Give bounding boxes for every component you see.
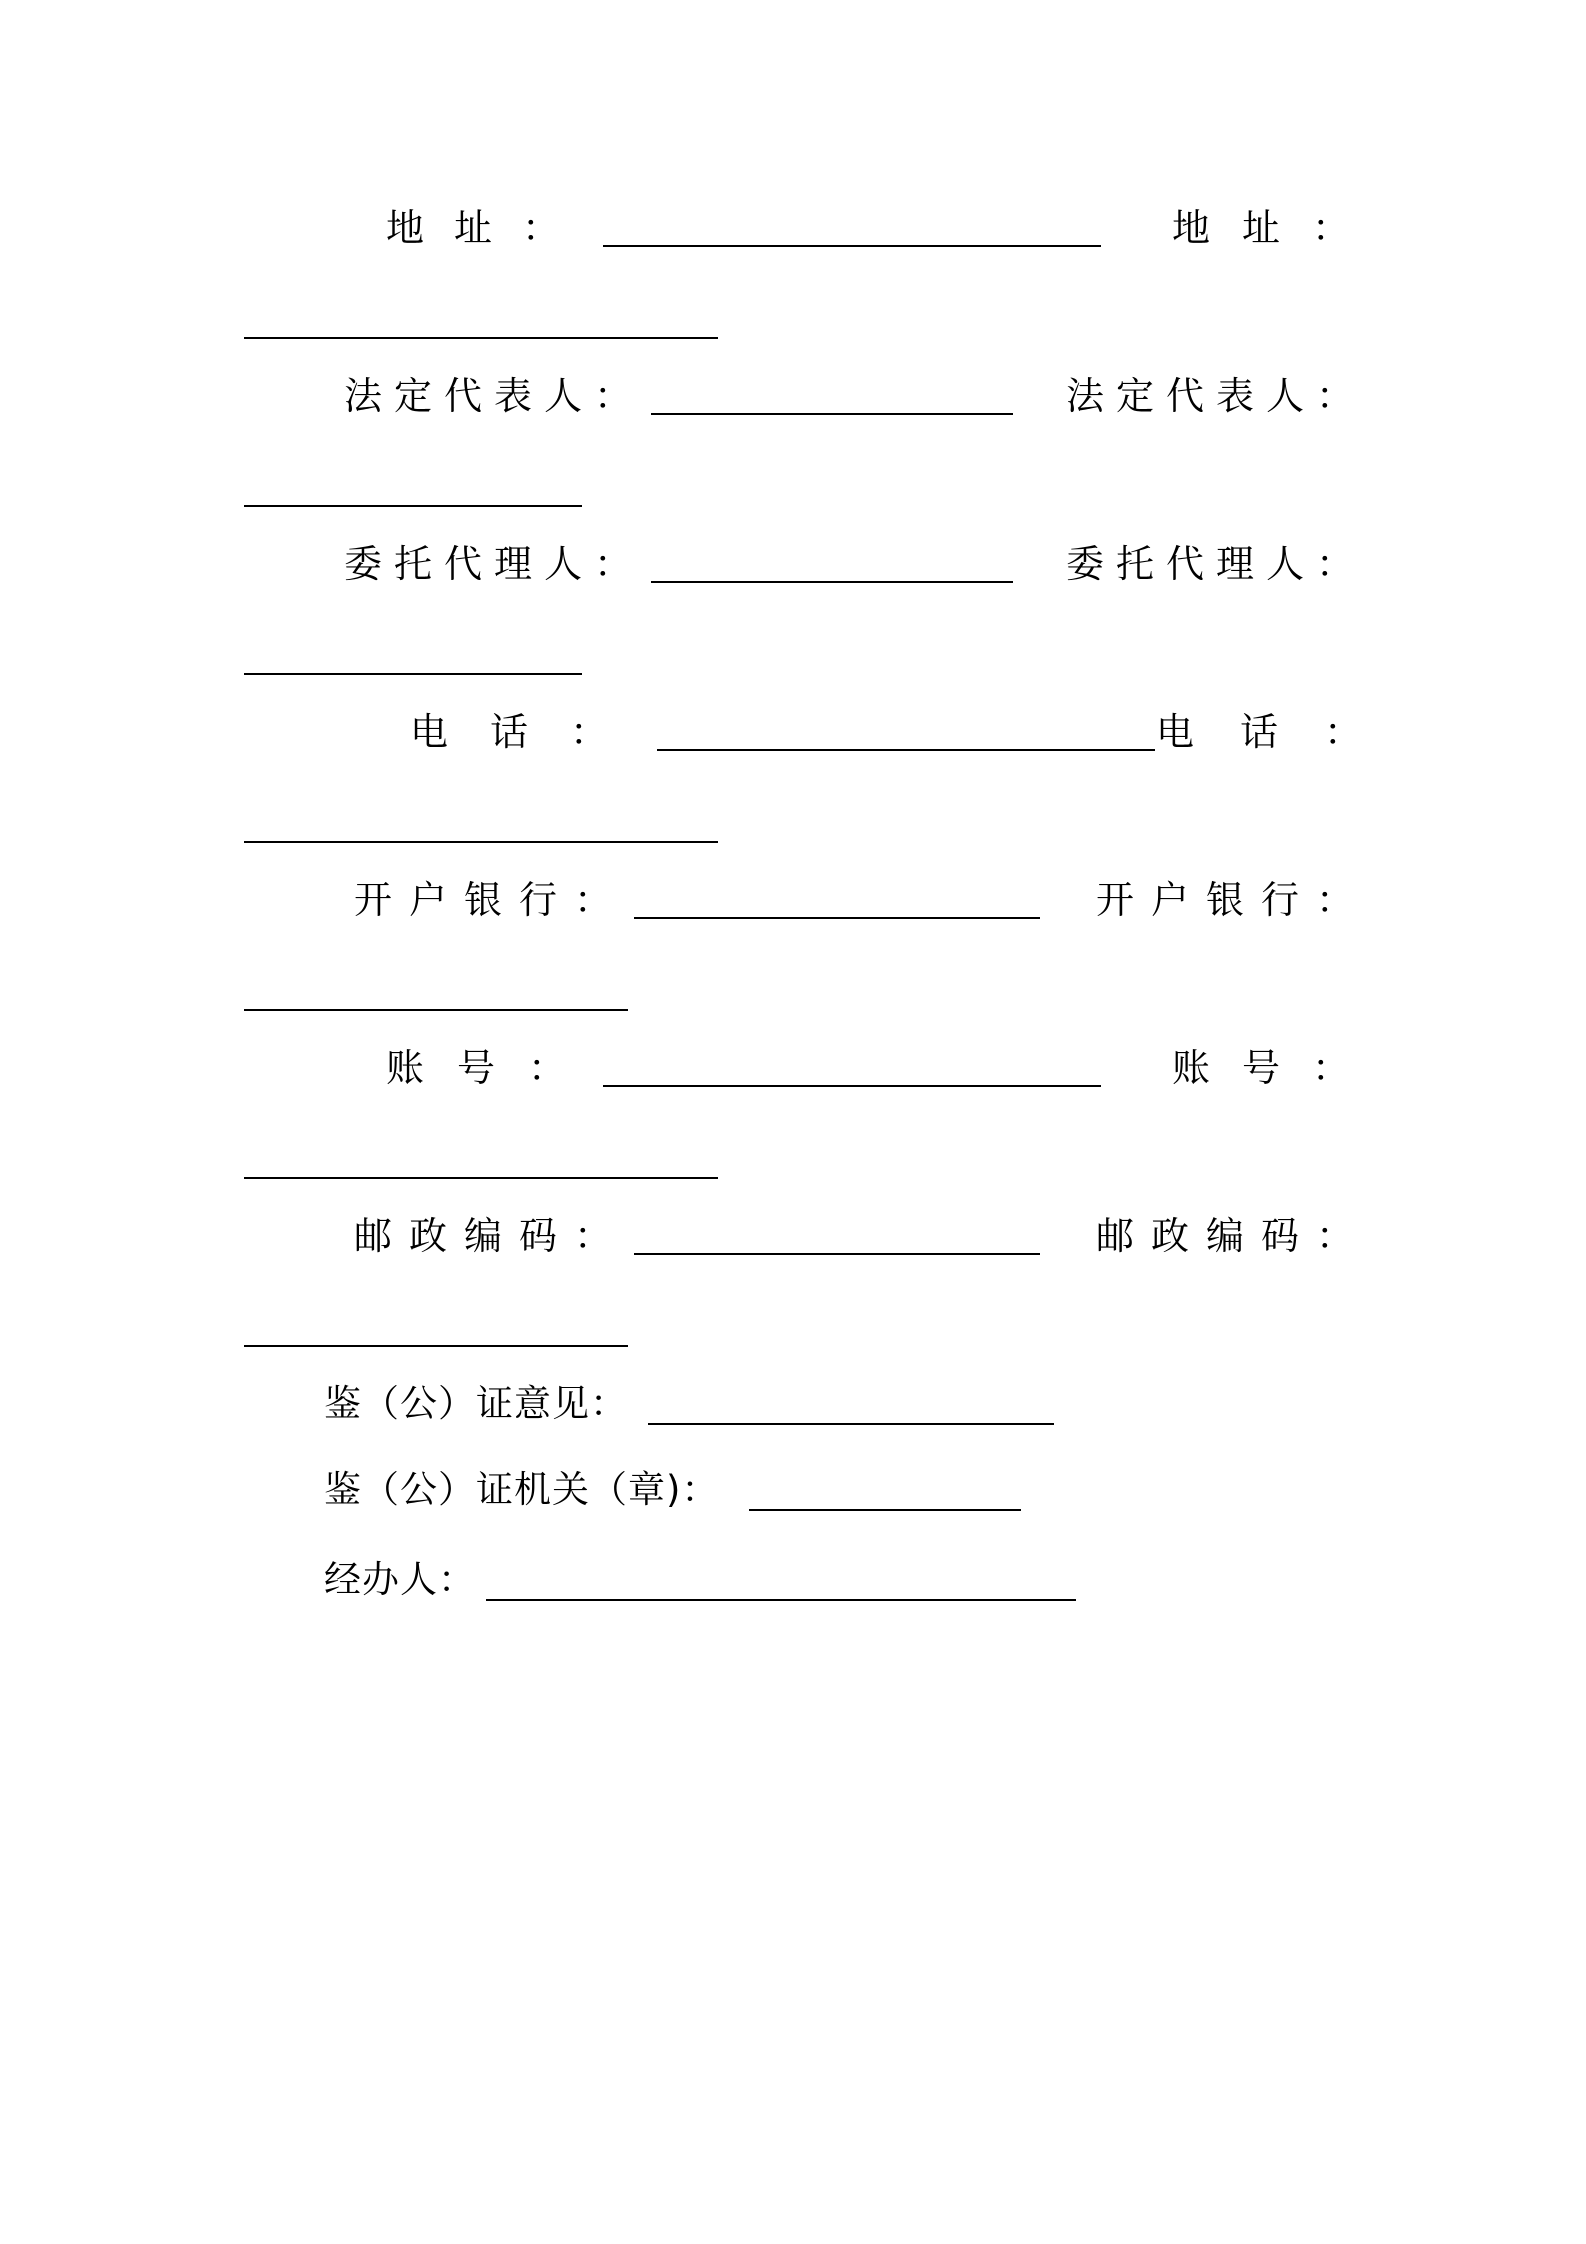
party-b-bank-label: 开户银行： <box>1096 878 1372 922</box>
party-a-postcode-label: 邮政编码： <box>354 1214 630 1258</box>
party-b-account-field <box>1172 1046 1382 1090</box>
party-a-phone-field <box>410 710 650 754</box>
handler-blank[interactable] <box>486 1599 1076 1601</box>
party-a-legal-rep-label: 法定代表人： <box>344 374 645 418</box>
party-a-phone-label: 电话： <box>410 710 651 754</box>
party-a-account-field <box>386 1046 599 1090</box>
party-b-address-blank[interactable] <box>244 337 718 339</box>
handler-label: 经办人： <box>324 1558 476 1601</box>
party-a-postcode-field <box>354 1214 629 1258</box>
party-a-bank-blank[interactable] <box>634 917 1040 919</box>
party-a-postcode-blank[interactable] <box>634 1253 1040 1255</box>
handler-field <box>324 1558 476 1602</box>
party-b-bank-blank[interactable] <box>244 1009 628 1011</box>
party-b-phone-blank[interactable] <box>244 841 718 843</box>
party-b-postcode-label: 邮政编码： <box>1096 1214 1372 1258</box>
notary-opinion-label: 鉴（公）证意见： <box>324 1382 628 1425</box>
party-a-legal-rep-field <box>344 374 644 418</box>
party-b-address-field <box>1172 206 1382 250</box>
notary-authority-blank[interactable] <box>749 1509 1021 1511</box>
party-a-address-label: 地址： <box>386 206 591 250</box>
party-b-agent-label: 委托代理人： <box>1066 542 1367 586</box>
party-a-agent-label: 委托代理人： <box>344 542 645 586</box>
party-a-phone-blank[interactable] <box>657 749 1155 751</box>
party-b-postcode-field <box>1096 1214 1371 1258</box>
party-a-bank-label: 开户银行： <box>354 878 630 922</box>
party-b-agent-blank[interactable] <box>244 673 582 675</box>
notary-opinion-field <box>324 1382 628 1426</box>
party-b-account-label: 账号： <box>1172 1046 1383 1090</box>
party-a-address-blank[interactable] <box>603 245 1101 247</box>
party-b-legal-rep-field <box>1066 374 1366 418</box>
notary-authority-field <box>324 1468 719 1512</box>
party-b-phone-field <box>1156 710 1408 754</box>
party-b-address-label: 地址： <box>1172 206 1383 250</box>
party-a-address-field <box>386 206 591 250</box>
party-a-legal-rep-blank[interactable] <box>651 413 1013 415</box>
party-b-legal-rep-blank[interactable] <box>244 505 582 507</box>
party-b-phone-label: 电话： <box>1156 710 1409 754</box>
party-b-agent-field <box>1066 542 1366 586</box>
party-b-postcode-blank[interactable] <box>244 1345 628 1347</box>
party-a-agent-blank[interactable] <box>651 581 1013 583</box>
party-a-account-blank[interactable] <box>603 1085 1101 1087</box>
party-b-account-blank[interactable] <box>244 1177 718 1179</box>
notary-authority-label: 鉴（公）证机关（章)： <box>324 1468 720 1511</box>
party-a-bank-field <box>354 878 629 922</box>
party-b-legal-rep-label: 法定代表人： <box>1066 374 1367 418</box>
notary-opinion-blank[interactable] <box>648 1423 1054 1425</box>
party-a-agent-field <box>344 542 644 586</box>
party-a-account-label: 账号： <box>386 1046 600 1090</box>
party-b-bank-field <box>1096 878 1371 922</box>
